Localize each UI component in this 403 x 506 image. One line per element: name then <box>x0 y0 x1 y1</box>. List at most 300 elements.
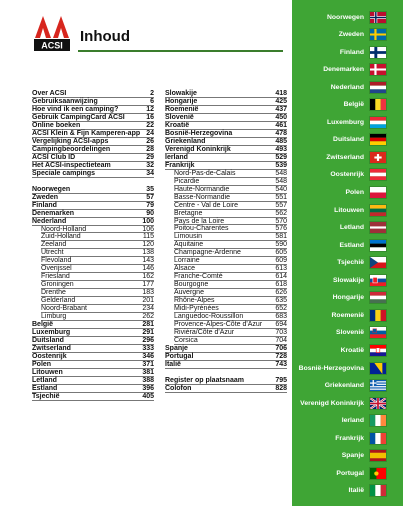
sidebar-country-tab[interactable] <box>342 449 387 463</box>
toc-entry-label: Duitsland <box>32 337 64 345</box>
toc-entry[interactable] <box>32 170 154 178</box>
toc-subentry[interactable] <box>165 313 287 321</box>
sidebar-country-tab[interactable] <box>345 186 387 200</box>
toc-entry-label: Het ACSI-inspectieteam <box>32 161 111 169</box>
toc-page-number: 478 <box>275 129 287 137</box>
toc-entry[interactable] <box>32 122 154 130</box>
toc-page-number: 100 <box>142 217 154 225</box>
toc-page-number: 405 <box>142 392 154 400</box>
toc-page-number: 551 <box>275 193 287 201</box>
toc-subentry[interactable] <box>32 257 154 265</box>
sidebar-country-label: Duitsland <box>333 136 364 144</box>
toc-page-number: 35 <box>146 185 154 193</box>
toc-page-number: 529 <box>275 153 287 161</box>
denmark-flag-icon <box>369 63 387 76</box>
hungary-flag-icon <box>369 291 387 304</box>
toc-page-number: 146 <box>142 265 154 273</box>
toc-entry-label: Oostenrijk <box>32 353 67 360</box>
toc-entry-label: Provence-Alpes-Côte d'Azur <box>174 321 263 329</box>
toc-entry-label: Colofon <box>165 384 192 392</box>
sidebar-country-label: Slowakije <box>333 276 364 284</box>
toc-entry-label: Portugal <box>165 352 194 360</box>
toc-page-number: 32 <box>146 161 154 169</box>
toc-page-number: 262 <box>142 313 154 321</box>
toc-entry-label: Ierland <box>165 153 188 161</box>
toc-rule <box>165 368 287 369</box>
toc-subentry[interactable] <box>165 297 287 305</box>
sidebar-country-tab[interactable] <box>341 343 387 357</box>
toc-entry[interactable] <box>32 202 154 210</box>
sidebar-country-label: Roemenië <box>331 311 364 319</box>
toc-entry-label: Slowakije <box>165 90 197 97</box>
sidebar-country-label: Griekenland <box>324 382 364 390</box>
toc-entry-label: Zwitserland <box>32 345 71 353</box>
toc-page-number: 26 <box>146 137 154 145</box>
sidebar-country-tab[interactable] <box>333 133 387 147</box>
toc-subentry[interactable] <box>165 321 287 329</box>
toc-subentry[interactable] <box>165 186 287 194</box>
toc-entry[interactable] <box>32 186 154 194</box>
country-sidebar <box>292 0 403 506</box>
toc-subentry[interactable] <box>165 202 287 210</box>
toc-page-number: 485 <box>275 137 287 145</box>
czechia-flag-icon <box>369 256 387 269</box>
toc-entry-label: Litouwen <box>32 368 63 376</box>
toc-page-number: 437 <box>275 105 287 113</box>
toc-page-number: 296 <box>142 337 154 345</box>
sidebar-country-label: Slovenië <box>336 329 364 337</box>
toc-entry-label: Bourgogne <box>174 281 209 289</box>
uk-flag-icon <box>369 397 387 410</box>
netherlands-flag-icon <box>369 81 387 94</box>
toc-page-number: 539 <box>275 161 287 169</box>
toc-entry-label: Campingbeoordelingen <box>32 145 111 153</box>
toc-entry[interactable] <box>165 361 287 369</box>
norway-flag-icon <box>369 11 387 24</box>
toc-entry[interactable] <box>165 114 287 122</box>
toc-entry-label: Zeeland <box>41 241 67 249</box>
toc-page-number: 828 <box>275 384 287 392</box>
toc-page-number: 418 <box>275 90 287 97</box>
toc-subentry[interactable] <box>165 170 287 178</box>
toc-rule <box>32 400 154 401</box>
sidebar-country-tab[interactable] <box>335 431 387 445</box>
croatia-flag-icon <box>369 344 387 357</box>
toc-entry[interactable] <box>165 122 287 130</box>
toc-subentry[interactable] <box>165 281 287 289</box>
toc-column-middle <box>165 90 287 393</box>
toc-page-number: 333 <box>142 345 154 353</box>
sidebar-country-tab[interactable] <box>333 273 387 287</box>
toc-subentry[interactable] <box>165 225 287 233</box>
toc-entry-label: Online boeken <box>32 121 81 129</box>
toc-page-number: 450 <box>275 113 287 121</box>
sidebar-country-label: Bosnië-Herzegovina <box>298 364 364 372</box>
toc-entry[interactable] <box>32 98 154 106</box>
sidebar-country-tab[interactable] <box>299 361 387 375</box>
toc-entry[interactable] <box>165 90 287 98</box>
estonia-flag-icon <box>369 239 387 252</box>
toc-entry[interactable] <box>32 369 154 377</box>
toc-entry-label: Noord-Brabant <box>41 305 87 313</box>
toc-subentry[interactable] <box>32 305 154 313</box>
sidebar-country-tab[interactable] <box>339 28 387 42</box>
toc-page-number: 291 <box>142 329 154 337</box>
sidebar-country-label: Finland <box>339 48 364 56</box>
sidebar-country-label: Zwitserland <box>326 153 364 161</box>
toc-page-number: 743 <box>275 360 287 368</box>
sidebar-country-tab[interactable] <box>332 308 387 322</box>
logo-text: ACSI <box>41 40 63 51</box>
toc-subentry[interactable] <box>165 265 287 273</box>
toc-entry-label: Alsace <box>174 265 196 273</box>
sidebar-country-tab[interactable] <box>325 379 387 393</box>
toc-entry[interactable] <box>165 353 287 361</box>
toc-entry-label: Lorraine <box>174 257 200 265</box>
toc-entry-label: Basse-Normandie <box>174 193 231 201</box>
toc-entry[interactable] <box>32 194 154 202</box>
toc-entry[interactable] <box>165 377 287 385</box>
toc-page-number: 425 <box>275 97 287 105</box>
sidebar-country-tab[interactable] <box>326 150 387 164</box>
toc-entry-label: Limousin <box>174 233 203 241</box>
toc-entry-label: Bosnië-Herzegovina <box>165 129 233 137</box>
toc-entry[interactable] <box>165 154 287 162</box>
luxembourg-flag-icon <box>369 116 387 129</box>
toc-entry-label: Poitou-Charentes <box>174 225 229 233</box>
sidebar-country-label: Nederland <box>330 83 364 91</box>
toc-subentry[interactable] <box>32 249 154 257</box>
sidebar-country-tab[interactable] <box>331 80 387 94</box>
toc-subentry[interactable] <box>32 313 154 321</box>
toc-page-number: 2 <box>150 90 154 97</box>
toc-entry-label: Hongarije <box>165 97 198 105</box>
toc-subentry[interactable] <box>165 289 287 297</box>
toc-entry[interactable] <box>32 106 154 114</box>
toc-page-number: 548 <box>275 169 287 177</box>
toc-page-number: 683 <box>275 313 287 321</box>
toc-entry-label: België <box>32 321 54 329</box>
toc-page-number: 388 <box>142 376 154 384</box>
sidebar-country-tab[interactable] <box>336 326 387 340</box>
toc-entry-label: Tsjechië <box>32 392 60 400</box>
toc-entry-label: Kroatië <box>165 121 190 129</box>
toc-page-number: 540 <box>275 185 287 193</box>
toc-entry-label: Champagne-Ardenne <box>174 249 241 257</box>
toc-entry-label: Auvergne <box>174 289 204 297</box>
toc-page-number: 12 <box>146 105 154 113</box>
germany-flag-icon <box>369 133 387 146</box>
toc-page-number: 590 <box>275 241 287 249</box>
sidebar-country-tab[interactable] <box>334 203 387 217</box>
austria-flag-icon <box>369 168 387 181</box>
sidebar-country-label: Verenigd Koninkrijk <box>300 399 364 407</box>
bosnia-flag-icon <box>369 362 387 375</box>
toc-entry[interactable] <box>165 130 287 138</box>
lithuania-flag-icon <box>369 204 387 217</box>
sidebar-country-label: Italië <box>348 487 364 495</box>
sidebar-country-label: Frankrijk <box>335 434 364 442</box>
toc-subentry[interactable] <box>165 273 287 281</box>
toc-subentry[interactable] <box>32 273 154 281</box>
toc-page-number: 694 <box>275 321 287 329</box>
toc-subentry[interactable] <box>32 233 154 241</box>
toc-subentry[interactable] <box>32 265 154 273</box>
toc-page-number: 728 <box>275 352 287 360</box>
toc-entry-label: Aquitaine <box>174 241 204 249</box>
toc-entry-label: Over ACSI <box>32 90 67 97</box>
toc-entry-label: Picardie <box>174 177 200 185</box>
toc-entry[interactable] <box>32 114 154 122</box>
toc-subentry[interactable] <box>165 305 287 313</box>
sidebar-country-label: Denemarken <box>323 66 364 74</box>
sidebar-country-label: Litouwen <box>334 206 364 214</box>
belgium-flag-icon <box>369 98 387 111</box>
sidebar-country-tab[interactable] <box>327 115 387 129</box>
toc-entry-label: Zuid-Holland <box>41 233 81 241</box>
toc-subentry[interactable] <box>32 281 154 289</box>
toc-page-number: 576 <box>275 225 287 233</box>
sidebar-country-tab[interactable] <box>349 484 388 498</box>
toc-entry-label: Hoe vind ik een camping? <box>32 105 119 113</box>
toc-entry[interactable] <box>165 385 287 393</box>
france-flag-icon <box>369 432 387 445</box>
toc-entry-label: Letland <box>32 376 57 384</box>
toc-entry-label: Luxemburg <box>32 329 71 337</box>
toc-entry-label: Register op plaatsnaam <box>165 376 244 384</box>
toc-subentry[interactable] <box>165 210 287 218</box>
toc-entry-label: Limburg <box>41 313 67 321</box>
toc-entry-label: Slovenië <box>165 113 194 121</box>
toc-entry-label: Groningen <box>41 281 74 289</box>
sidebar-country-label: Portugal <box>336 469 364 477</box>
toc-page-number: 795 <box>275 376 287 384</box>
toc-entry-label: Centre - Val de Loire <box>174 201 239 209</box>
toc-entry-label: Vergelijking ACSI-apps <box>32 137 109 145</box>
toc-entry[interactable] <box>32 377 154 385</box>
sidebar-country-label: Hongarije <box>332 294 364 302</box>
toc-subentry[interactable] <box>32 289 154 297</box>
toc-page-number: 461 <box>275 121 287 129</box>
toc-entry[interactable] <box>32 385 154 393</box>
toc-entry[interactable] <box>32 353 154 361</box>
sidebar-country-tab[interactable] <box>337 256 387 270</box>
toc-entry-label: ACSI Klein & Fijn Kamperen-app <box>32 129 141 137</box>
toc-subentry[interactable] <box>32 297 154 305</box>
toc-subentry[interactable] <box>165 233 287 241</box>
sidebar-country-tab[interactable] <box>327 10 387 24</box>
toc-entry-label: Gebruiksaanwijzing <box>32 97 98 105</box>
toc-subentry[interactable] <box>165 194 287 202</box>
sidebar-country-tab[interactable] <box>340 45 387 59</box>
sidebar-country-tab[interactable] <box>344 98 387 112</box>
toc-entry[interactable] <box>32 329 154 337</box>
sidebar-country-label: Polen <box>345 189 364 196</box>
toc-entry[interactable] <box>32 321 154 329</box>
toc-entry[interactable] <box>165 138 287 146</box>
toc-entry-label: ACSI Club ID <box>32 153 76 161</box>
page-title: Inhoud <box>80 28 130 45</box>
toc-subentry[interactable] <box>165 218 287 226</box>
switzerland-flag-icon <box>369 151 387 164</box>
romania-flag-icon <box>369 309 387 322</box>
toc-subentry[interactable] <box>165 249 287 257</box>
toc-entry[interactable] <box>165 98 287 106</box>
toc-page-number: 183 <box>142 289 154 297</box>
toc-page-number: 381 <box>142 368 154 376</box>
toc-entry-label: Overijssel <box>41 265 72 273</box>
greece-flag-icon <box>369 379 387 392</box>
sidebar-country-tab[interactable] <box>342 414 387 428</box>
toc-entry-label: Corsica <box>174 337 198 345</box>
sidebar-country-label: Letland <box>339 224 364 232</box>
sidebar-country-label: Oostenrijk <box>330 171 364 179</box>
toc-entry-label: Rhône-Alpes <box>174 297 215 305</box>
toc-entry-label: Gebruik CampingCard ACSI <box>32 113 125 121</box>
toc-page-number: 548 <box>275 177 287 185</box>
toc-entry[interactable] <box>32 90 154 98</box>
toc-entry-label: Bretagne <box>174 209 203 217</box>
toc-entry-label: Zweden <box>32 193 59 201</box>
sidebar-country-tab[interactable] <box>330 168 387 182</box>
sidebar-country-tab[interactable] <box>340 221 387 235</box>
toc-entry-label: Drenthe <box>41 289 66 297</box>
toc-page-number: 618 <box>275 281 287 289</box>
toc-page-number: 614 <box>275 273 287 281</box>
toc-page-number: 396 <box>142 384 154 392</box>
toc-rule <box>32 177 154 178</box>
sidebar-country-tab[interactable] <box>339 238 387 252</box>
title-divider <box>78 50 283 52</box>
toc-subentry[interactable] <box>165 329 287 337</box>
toc-entry-label: Midi-Pyrénées <box>174 305 219 313</box>
sidebar-country-tab[interactable] <box>300 396 387 410</box>
toc-entry-label: Polen <box>32 360 52 368</box>
toc-entry[interactable] <box>32 154 154 162</box>
acsi-logo <box>32 14 72 52</box>
sidebar-country-label: Tsjechië <box>337 259 364 267</box>
toc-entry[interactable] <box>32 361 154 369</box>
toc-entry[interactable] <box>165 106 287 114</box>
toc-entry[interactable] <box>32 337 154 345</box>
toc-entry-label: Spanje <box>165 345 188 352</box>
toc-page-number: 562 <box>275 209 287 217</box>
toc-entry-label: Riviéra/Côte d'Azur <box>174 329 235 337</box>
toc-entry-label: Noord-Holland <box>41 225 87 233</box>
toc-page-number: 635 <box>275 297 287 305</box>
toc-entry-label: Nederland <box>32 217 67 225</box>
toc-entry-label: Finland <box>32 201 57 209</box>
toc-page-number: 234 <box>142 305 154 313</box>
toc-entry-label: Utrecht <box>41 249 64 257</box>
sidebar-country-tab[interactable] <box>323 63 387 77</box>
toc-spacer <box>165 369 287 377</box>
toc-entry[interactable] <box>165 345 287 353</box>
toc-page-number: 581 <box>275 233 287 241</box>
toc-spacer <box>32 178 154 186</box>
toc-subentry[interactable] <box>32 241 154 249</box>
toc-entry[interactable] <box>32 162 154 170</box>
spain-flag-icon <box>369 449 387 462</box>
toc-subentry[interactable] <box>32 226 154 234</box>
toc-entry-label: Noorwegen <box>32 185 71 193</box>
toc-page-number: 704 <box>275 337 287 345</box>
toc-page-number: 706 <box>275 345 287 352</box>
toc-entry-label: Haute-Normandie <box>174 185 230 193</box>
sidebar-country-label: Zweden <box>338 31 364 39</box>
toc-subentry[interactable] <box>165 337 287 345</box>
ireland-flag-icon <box>369 414 387 427</box>
toc-page-number: 703 <box>275 329 287 337</box>
toc-entry[interactable] <box>32 210 154 218</box>
toc-entry-label: Griekenland <box>165 137 206 145</box>
sidebar-country-label: Kroatië <box>340 346 364 354</box>
sidebar-country-label: Luxemburg <box>326 118 364 126</box>
toc-subentry[interactable] <box>165 178 287 186</box>
toc-page-number: 162 <box>142 273 154 281</box>
toc-entry[interactable] <box>165 146 287 154</box>
toc-entry-label: Speciale campings <box>32 169 96 177</box>
toc-page-number: 16 <box>146 113 154 121</box>
toc-page-number: 570 <box>275 217 287 225</box>
toc-subentry[interactable] <box>165 257 287 265</box>
toc-entry-label: Roemenië <box>165 105 199 113</box>
toc-page-number: 652 <box>275 305 287 313</box>
toc-page-number: 115 <box>142 233 154 241</box>
poland-flag-icon <box>369 186 387 199</box>
toc-entry[interactable] <box>32 345 154 353</box>
toc-page-number: 281 <box>142 321 154 329</box>
toc-entry-label: Friesland <box>41 273 70 281</box>
toc-page-number: 143 <box>142 257 154 265</box>
toc-page-number: 22 <box>146 121 154 129</box>
finland-flag-icon <box>369 46 387 59</box>
toc-page-number: 346 <box>142 353 154 360</box>
toc-page-number: 493 <box>275 145 287 153</box>
toc-entry-label: Pays de la Loire <box>174 217 225 225</box>
toc-page-number: 79 <box>146 201 154 209</box>
toc-page-number: 120 <box>142 241 154 249</box>
toc-page-number: 24 <box>146 129 154 137</box>
toc-page-number: 613 <box>275 265 287 273</box>
toc-page-number: 557 <box>275 201 287 209</box>
toc-column-left <box>32 90 154 401</box>
toc-entry-label: Flevoland <box>41 257 72 265</box>
toc-entry[interactable] <box>165 162 287 170</box>
toc-page-number: 90 <box>146 209 154 217</box>
sidebar-country-label: Estland <box>339 241 364 249</box>
toc-entry-label: Languedoc-Roussillon <box>174 313 244 321</box>
toc-page-number: 57 <box>146 193 154 201</box>
sidebar-country-tab[interactable] <box>333 291 387 305</box>
toc-page-number: 201 <box>142 297 154 305</box>
toc-entry[interactable] <box>32 138 154 146</box>
toc-entry-label: Italië <box>165 360 181 368</box>
toc-page-number: 177 <box>142 281 154 289</box>
toc-entry[interactable] <box>32 218 154 226</box>
toc-entry-label: Denemarken <box>32 209 75 217</box>
toc-page-number: 106 <box>142 225 154 233</box>
toc-subentry[interactable] <box>165 241 287 249</box>
sidebar-country-tab[interactable] <box>336 466 387 480</box>
toc-entry[interactable] <box>32 130 154 138</box>
toc-entry-label: Nord-Pas-de-Calais <box>174 169 236 177</box>
toc-rule <box>165 392 287 393</box>
sidebar-country-label: Ierland <box>341 417 364 425</box>
toc-entry[interactable] <box>32 146 154 154</box>
toc-entry[interactable] <box>32 393 154 401</box>
toc-page-number: 626 <box>275 289 287 297</box>
